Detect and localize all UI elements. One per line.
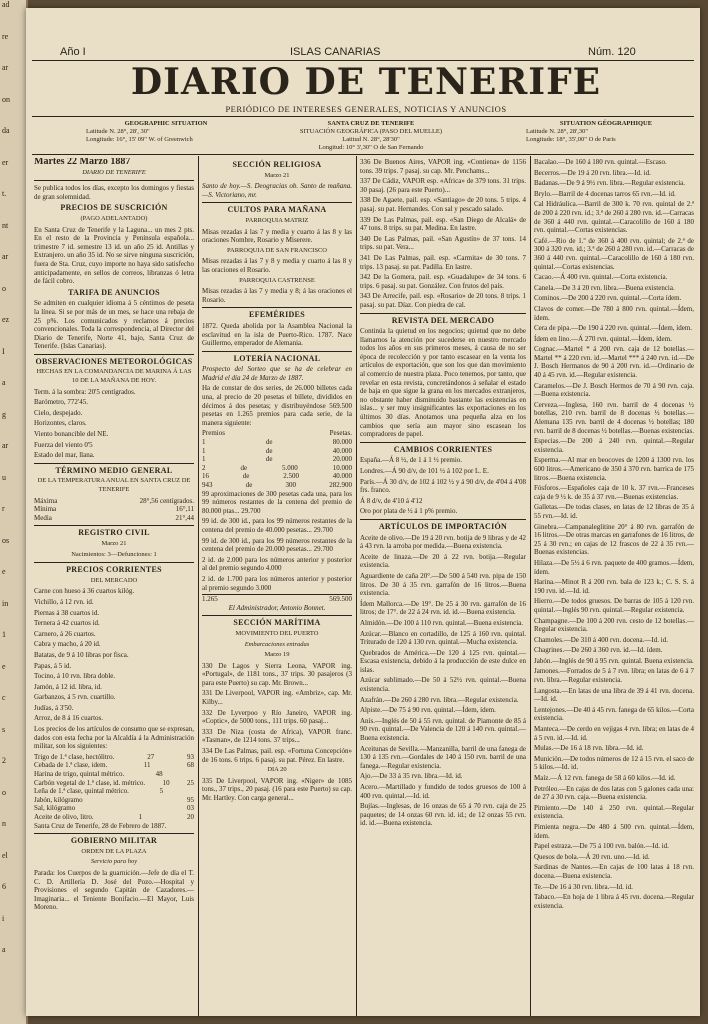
exchange-item: España.—Á 8 ½, de 1 á 1 ½ premio. <box>360 456 463 465</box>
commodity-item: Pimiento.—De 140 á 250 rvn. quintal.—Regular existencia. <box>534 803 694 821</box>
spine-fragment: o <box>2 787 6 797</box>
price-item: Cabra y macho, á 20 id. <box>34 640 101 649</box>
imports-heading: ARTÍCULOS DE IMPORTACIÓN <box>378 521 508 531</box>
consumption-footer: Santa Cruz de Tenerife, 28 de Febrero de 1887. <box>34 821 167 830</box>
consumption-row: Trigo de 1.ª clase, hectólitro. 27 93 <box>34 752 194 761</box>
market-review-text: Continúa la quietud en los negocios; quietud que no debe llamarnos la atención por sucederse en nuestro mercado todos los años en sus primeros meses, á causa de no ser época de recolección y por tanto escasear en la venta los artículos de exportación, que son los que dan movimiento al comercio de nuestra plaza. Poco tenemos, por tanto, que revelar en esta revista, concretándonos á señalar el estado de baja en que sigue la grana en los mercados extranjeros, no obstante haber disminuido bastante las existencias en islas... y ser muy insignificantes las exportaciones en los últimos 30 días. Anotamos una pequeña alza en los cambios que sería aun mayor sino escasean los compradores de papel. <box>360 327 526 439</box>
ship-entry: 342 De la Gomera, pail. esp. «Guadalupe» de 34 tons. 6 trips. 6 pasaj. su pat. González. Con frutos del país. <box>360 273 526 290</box>
lottery-approx: 99 id. de 300 id., para los 99 números restantes de la centena del premio de 40.000 pesetas... 29.700 <box>202 517 352 534</box>
price-item: Vichillo, á 12 rvn. id. <box>34 597 94 606</box>
spine-fragment: c <box>2 693 6 702</box>
column-1 <box>34 158 194 1008</box>
ephemerides-heading: EFEMÉRIDES <box>249 310 305 320</box>
subscription-heading: PRECIOS DE SUSCRICIÓN <box>60 203 168 213</box>
price-item: Batatas, de 9 á 10 libras por fisca. <box>34 650 129 659</box>
lottery-approx: 99 id. de 300 id., para los 99 números restantes de la centena del premio de 20.000 pesetas... 29.700 <box>202 536 352 554</box>
spine-fragment: re <box>2 31 9 41</box>
commodity-item: Cera de pipa.—De 190 á 220 rvn. quintal.—Ídem, ídem. <box>534 324 693 333</box>
commodity-item: Galletas.—De todas clases, en latas de 12 libras de 35 á 55 rvn.—Id. id. <box>534 503 694 520</box>
price-item: Ternera á 42 cuartos id. <box>34 619 100 628</box>
consumption-prices <box>34 753 194 822</box>
market-prices-heading: PRECIOS CORRIENTES <box>66 565 162 575</box>
lottery-approximations <box>202 490 352 593</box>
commodity-item: Petróleo.—En cajas de dos latas con 5 galones cada una: de 27 á 30 rvn. caja.—Buena existencia. <box>534 784 694 802</box>
import-item: Aceitunas de Sevilla.—Manzanilla, barril de una fanega de 130 á 135 rvn.—Gordales de 140 á 150 rvn. barril de una fanega.—Regular existencia. <box>360 744 526 770</box>
commodity-item: Champagne.—De 100 á 200 rvn. cesto de 12 botellas.—Regular existencia. <box>534 616 694 634</box>
ship-entry: 338 De Agaete, pail. esp. «Santiago» de 20 tons. 5 trips. 4 pasaj. su pat. Hernandes. Con sal y pescado salado. <box>360 196 526 213</box>
maritime-sub2: Embarcaciones entradas <box>244 640 310 648</box>
military-sub2: Servicio para hoy <box>90 858 138 866</box>
masthead-top-line <box>60 42 660 60</box>
commodity-item: Becerros.—De 19 á 20 rvn. libra.—Id. id. <box>534 168 651 177</box>
adjacent-page-spine <box>0 0 28 1024</box>
commodity-item: Manteca.—De cerdo en vejigas 4 rvn. libra; en latas de 4 á 5 rvn. id.—Id. id. <box>534 725 694 742</box>
commodity-item: Caramelos.—De J. Bosch Hermos de 70 á 90 rvn. caja.—Buena existencia. <box>534 381 694 399</box>
paper-name: DIARIO DE TENERIFE <box>82 168 146 176</box>
commodity-item: Hilaza.—De 5½ á 6 rvn. paquete de 400 gramos.—Ídem, ídem. <box>534 558 694 576</box>
column-3 <box>360 158 526 1008</box>
commodities-list <box>534 158 694 910</box>
lottery-approx: 2 id. de 2.000 para los números anterior y posterior al del premio segundo 4.000 <box>202 555 352 573</box>
spine-fragment: e <box>2 661 6 671</box>
temperature-sub: DE LA TEMPERATURA ANUAL EN SANTA CRUZ DE TENERIFE <box>37 477 191 493</box>
commodity-item: Quesos de bola.—Á 20 rvn. uno.—Id. id. <box>534 852 650 861</box>
commodity-item: Mulas.—De 16 á 18 rvn. libra.—Id. id. <box>534 744 644 753</box>
consumption-row: Leña de 1.ª clase, quintal métrico. 5 <box>34 787 164 796</box>
geo-center: SANTA CRUZ DE TENERIFE SITUACIÓN GEOGRÁFICA (PASO DEL MUELLE) Latitud N. 28°, 28'30" Longitud: 10° 3',30" O de San Fernando <box>299 120 443 151</box>
parish-2: PARROQUIA DE SAN FRANCISCO <box>227 246 327 254</box>
lottery-total: 1.265 569.500 <box>202 595 352 604</box>
civil-registry-date: Marzo 21 <box>101 539 127 547</box>
parish-3: PARROQUIA CASTRENSE <box>239 276 315 284</box>
commodity-item: Chagrines.—De 260 á 360 rvn. id.—Id. ídem. <box>534 646 663 655</box>
religious-heading: SECCIÓN RELIGIOSA <box>232 160 322 169</box>
price-item: Garbanzos, á 5 rvn. cuartillo. <box>34 693 116 702</box>
spine-fragment: el <box>2 850 8 860</box>
cults-heading: CULTOS PARA MAÑANA <box>227 205 327 215</box>
commodity-item: Jamones.—Forrados de 5 á 7 rvn. libra; en latas de 6 á 7 rvn. libra.—Regular existencia. <box>534 667 694 685</box>
spine-fragment: i <box>2 913 5 923</box>
consumption-row: Sal, kilógramo 03 <box>34 804 194 813</box>
commodity-item: Badanas.—De 9 á 9½ rvn. libra.—Regular existencia. <box>534 179 686 188</box>
parish-2-text: Misas rezadas á las 7 y 8 y media y cuarto á las 8 y las oraciones el Rosario. <box>202 257 352 274</box>
consumption-row: Cebada de 1.ª clase, idem. 11 68 <box>34 761 194 770</box>
spine-fragment: 1 <box>2 630 6 639</box>
exchange-item: Londres.—Á 90 d/v, de 101 ½ á 102 por L. E. <box>360 467 489 475</box>
ship-335: 335 De Liverpool, VAPOR ing. «Niger» de 1085 tons., 37 trips., 20 pasaj. (16 para este Puerto) su cap. Mr. Hartley. Con carga general... <box>202 776 352 802</box>
spine-fragment: ad <box>2 0 10 9</box>
spine-fragment: s <box>2 724 6 734</box>
lottery-text: Ha de constar de dos series, de 26.000 billetes cada una, al precio de 20 pesetas el billete, divididos en décimos á dos pesetas; y distribuyéndose 569.500 pesetas en 1.265 premios para cada serie, de la manera siguiente: <box>202 384 352 427</box>
spine-fragment: nt <box>2 220 9 230</box>
civil-registry-text: Nacimientos: 3—Defunciones: 1 <box>71 550 157 558</box>
spine-fragment: I <box>2 346 5 356</box>
religious-date: Marzo 21 <box>264 171 290 179</box>
ship-entry: 336 De Buenos Aires, VAPOR ing. «Contiena» de 1156 tons. 39 trips. 7 pasaj. su cap. Mr. Penchams... <box>360 158 526 175</box>
price-item: Jamón, á 12 id. libra, id. <box>34 682 102 691</box>
commodity-item: Ídem en lino.—Á 270 rvn. quintal.—Ídem, ídem. <box>534 334 672 343</box>
weather-heading: OBSERVACIONES METEOROLÓGICAS <box>35 356 193 366</box>
military-sub: ORDEN DE LA PLAZA <box>81 847 147 855</box>
lottery-row: 1 de 80.000 <box>202 438 352 447</box>
price-item: Tocino, á 10 rvn. libra doble. <box>34 672 116 681</box>
ship-entry: 343 De Arrecife, pail. esp. «Rosario» de 20 tons. 8 trips. 1 pasaj. su pat. Díaz. Con piedra de cal. <box>360 292 526 309</box>
import-item: Aguardiente de caña 20°.—De 500 á 540 rvn. pipa de 150 litros. De 30 á 35 rvn. garrafón de 16 litros.—Buena existencia. <box>360 571 526 598</box>
column-4 <box>534 158 694 1008</box>
military-text: Parada: los Cuerpos de la guarnición.—Jefe de día el T. C. D. Artillería D. José del Pozo.—Hospital y Provisiones el segundo Capitán de Cazadores.—Imaginaria... el Teniente Bonifacio.—El Mayor, Luis Moreno. <box>34 868 194 912</box>
lottery-row: 1 de 20.000 <box>202 455 352 464</box>
market-prices-list <box>34 587 194 723</box>
lottery-row: 1 de 40.000 <box>202 446 352 455</box>
price-item: Judías, á 3'50. <box>34 703 74 712</box>
ships-list <box>202 662 352 765</box>
military-heading: GOBIERNO MILITAR <box>70 836 158 846</box>
weather-item: Term. á la sombra: 20'5 centígrados. <box>34 387 136 396</box>
temperature-row: Mínima 16°,11 <box>34 505 194 514</box>
newspaper-title: DIARIO DE TENERIFE <box>130 61 602 103</box>
lottery-admin: El Administrador, Antonio Bonnet. <box>228 603 326 612</box>
ship-entry: 331 De Liverpool, VAPOR ing. «Ambriz», cap. Mr. Kilby... <box>202 689 352 707</box>
parish-1: PARROQUIA MATRIZ <box>245 216 309 224</box>
commodity-item: Ginebra.—Campanaleglitine 20° á 80 rvn. garrafón de 16 litros.—De otras marcas en garrafones de 16 litros, de 25 á 30 rvn.; en cajas de 12 frascos de 22 á 35 rvn.—Buenas existencias. <box>534 522 694 557</box>
exchange-item: París.—Á 30 d/v, de 102 á 102 ½ y á 90 d/v, de 4'04 á 4'08 frs. franco. <box>360 477 526 495</box>
parish-3-text: Misas rezadas á las 7 y media y 8; á las oraciones el Rosario. <box>202 287 352 304</box>
import-item: Aceite de olivo.—De 19 á 20 rvn. botija de 9 libras y de 42 á 43 rvn. la arroba por medida.—Buena existencia. <box>360 533 526 551</box>
consumption-row: Jabón, kilógramo 95 <box>34 795 194 804</box>
weather-item: Viento bonancible del NE. <box>34 430 109 439</box>
ad-rates-heading: TARIFA DE ANUNCIOS <box>68 287 160 297</box>
ship-entry: 332 De Lyverpoo y Río Janeiro, VAPOR ing. «Coptic», de 5000 tons., 111 trips. 60 pasaj... <box>202 708 352 726</box>
commodity-item: Langosta.—En latas de una libra de 39 á 41 rvn. docena.—Id. id. <box>534 686 694 704</box>
spine-fragment: os <box>2 535 10 545</box>
price-item: Carnero, á 26 cuartos. <box>34 629 96 638</box>
commodity-item: Tabaco.—En hoja de 1 libra á 45 rvn. docena.—Regular existencia. <box>534 893 694 910</box>
column-2 <box>202 158 352 1008</box>
commodity-item: Bacalao.—De 160 á 180 rvn. quintal.—Escaso. <box>534 158 667 166</box>
import-item: Quebrados de América.—De 120 á 125 rvn. quintal.—Escasa existencia, debido á la producción de este dulce en islas. <box>360 648 526 674</box>
lottery-row: 16 de 2.500 40.000 <box>202 472 352 481</box>
commodity-item: Clavos de comer.—De 780 á 800 rvn. quintal.—Ídem, ídem. <box>534 304 694 322</box>
civil-registry-heading: REGISTRO CIVIL <box>78 528 150 538</box>
ship-entry: 337 De Cádiz, VAPOR esp. «Africa» de 379 tons. 31 trips. 30 pasaj. (26 para este Puerto)... <box>360 177 526 194</box>
price-item: Arroz, de 8 á 16 cuartos. <box>34 714 104 723</box>
market-review-heading: REVISTA DEL MERCADO <box>391 315 495 325</box>
exchange-item: Á 8 d/v, de 4'10 á 4'12 <box>360 496 423 505</box>
price-item: Piernas á 38 cuartos id. <box>34 608 100 617</box>
commodity-item: Cal Hidráulica.—Barril de 300 k. 70 rvn. quintal de 2.ª de 200 á 220 rvn. id.; 3.ª de 260 á 280 rvn. id.—Carracas de 360 á 440 rvn. quintal.—Caracolillo de 160 á 180 rvn. quintal.—Cortas existencias. <box>534 200 694 235</box>
commodity-item: Papel estraza.—De 75 á 100 rvn. balón.—Id. id. <box>534 842 669 851</box>
spine-fragment: on <box>2 94 10 104</box>
ship-entry: 334 De Las Palmas, pail. esp. «Fortuna Concepción» de 16 tons. 6 trips. 6 pasaj. su pat. Pérez. En lastre. <box>202 747 352 764</box>
spine-fragment: a <box>2 378 6 387</box>
weather-list <box>34 388 194 460</box>
market-prices-sub: DEL MERCADO <box>90 576 138 584</box>
lottery-prospect: Prospecto del Sorteo que se ha de celebrar en Madrid el día 24 de Marzo de 1887. <box>202 365 352 382</box>
temperature-row: Máxima 28°,56 centígrados. <box>34 496 194 505</box>
commodity-item: Especias.—De 200 á 240 rvn. quintal.—Regular existencia. <box>534 437 694 454</box>
publication-note: Se publica todos los días, excepto los domingos y fiestas de gran solemnidad. <box>34 184 194 201</box>
import-item: Alpiste.—De 75 á 90 rvn. quintal.—Ídem, ídem. <box>360 706 496 715</box>
temperature-list <box>34 497 194 523</box>
import-item: Azúcar sublimado.—De 50 á 52½ rvn. quintal.—Buena existencia. <box>360 676 526 694</box>
commodity-item: Canela.—De 3 á 20 rvn. libra.—Buena existencia. <box>534 283 675 292</box>
commodity-item: Cognac.—Martel * á 200 rvn. caja de 12 botellas.—Martel ** á 220 rvn. id.—Martel *** á 240 rvn. id.—De J. Bosch Hermanos de 90 á 200 rvn. id.—Ordinario de 40 á 45 rvn. id.—Regular existencia. <box>534 345 694 380</box>
spine-fragment: in <box>2 598 9 608</box>
consumption-row: Aceite de olivo, litro. 1 20 <box>34 813 194 821</box>
ephemerides-text: 1872. Queda abolida por la Asamblea Nacional la esclavitud en la isla de Puerto-Rico. 1787. Nace Guillermo, emperador de Alemania. <box>202 321 352 348</box>
ship-entry: 339 De Las Palmas, pail. esp. «San Diego de Alcalá» de 47 tons. 8 trips. su pat. Medina. En lastre. <box>360 215 526 233</box>
lottery-approx: 2 id. de 1.700 para los números anterior y posterior al premio segundo 3.000 <box>202 574 352 592</box>
commodity-item: Lentejones.—De 40 á 45 rvn. fanega de 65 kilos.—Corta existencia. <box>534 705 694 723</box>
lottery-table <box>202 438 352 490</box>
weather-sub: HECHAS EN LA COMANDANCIA DE MARINA Á LAS 10 DE LA MAÑANA DE HOY. <box>36 368 192 385</box>
spine-fragment: er <box>2 157 9 167</box>
commodity-item: Hierro.—De todos gruesos. De barras de 105 á 120 rvn. quintal.—Inglés 90 rvn. quintal.—Regular existencia. <box>534 597 694 614</box>
spine-fragment: r <box>2 504 5 513</box>
import-item: Ídem Mallorca.—De 19°. De 25 á 30 rvn. garrafón de 16 litros; de 17°. de 22 á 24 rvn. id. id.—Buena existencia. <box>360 599 526 617</box>
commodity-item: Maíz.—Á 12 rvn. fanega de 58 á 60 kilos.—Id. id. <box>534 774 676 782</box>
import-item: Almidón.—De 100 á 110 rvn. quintal.—Buena existencia. <box>360 618 524 627</box>
maritime-sub: MOVIMIENTO DEL PUERTO <box>235 629 319 637</box>
spine-fragment: o <box>2 283 6 293</box>
commodity-item: Te.—De 16 á 30 rvn. libra.—Id. id. <box>534 882 633 891</box>
lottery-row: 943 de 300 282.900 <box>202 481 352 489</box>
day-20: DIA 20 <box>267 766 287 774</box>
price-item: Papas, á 5 id. <box>34 661 72 670</box>
geo-right: SITUATION GÉOGRAPHIQUE Latitude N. 28°, 28',30" Longitude: 18°, 35',00" O de Paris <box>526 120 653 143</box>
lottery-row: 2 de 5.000 10.000 <box>202 463 352 472</box>
weather-item: Cielo, despejado. <box>34 408 83 417</box>
commodity-item: Esperma.—Al mar en beocoves de 1200 á 1300 rvn. los 600 litros.—Americano de 350 á 370 rvn. barrica de 175 litros.—Buena existencia. <box>534 456 694 482</box>
spine-fragment: 6 <box>2 882 6 891</box>
issue-number: Núm. 120 <box>588 46 636 58</box>
commodity-item: Brylo.—Barril de 4 docenas tarros 65 rvn.—Id. id. <box>534 189 676 198</box>
spine-fragment: t. <box>2 189 7 198</box>
ship-entry: 330 De Lagos y Sierra Leona, VAPOR ing. «Portugal», de 1181 tons., 37 trips. 30 pasajeros (3 para este Puerto) su cap. Mr. Brown... <box>202 661 352 687</box>
consumption-row: Harina de trigo, quintal métrico. 48 <box>34 770 163 779</box>
weather-item: Estado del mar, llana. <box>34 451 95 460</box>
temperature-row: Media 21°,44 <box>34 513 194 522</box>
commodity-item: Fósforos.—Españoles caja de 10 k. 37 rvn.—Franceses caja de 9 ½ k. de 35 á 37 rvn.—Buenas existencias. <box>534 484 694 501</box>
commodity-item: Harina.—Minot R á 200 rvn. bala de 123 k.; C. S. S. á 190 rvn. id.—Id. id. <box>534 578 694 595</box>
imports-list <box>360 534 526 828</box>
ad-rates: Se admiten en cualquier idioma á 5 céntimos de peseta la línea. Si se por más de un mes, se hace una rebaja de 25 p%. Los comunicados y reclamos á precios convencionales. Toda la correspondencia, al Director del Diario de Tenerife, Norte 41, bajo, Santa Cruz de Tenerife. (Islas Canarias). <box>34 299 194 351</box>
consumption-row: Carbón vegetal de 1.ª clase, id. métrico. 10 25 <box>34 778 194 787</box>
newspaper-subtitle: PERIÓDICO DE INTERESES GENERALES, NOTICIAS Y ANUNCIOS <box>225 104 507 114</box>
spine-fragment: n <box>2 819 6 828</box>
place: ISLAS CANARIAS <box>290 46 381 58</box>
spine-fragment: ar <box>2 441 9 450</box>
spine-fragment: da <box>2 126 10 135</box>
spine-fragment: ar <box>2 63 9 72</box>
commodity-item: Cerveza.—Inglesa, 160 rvn. barril de 4 docenas ½ botellas, 210 rvn. barril de 8 docenas ½ botellas.—Alemana 135 rvn. barril de 4 docenas ½ botellas; 180 rvn. barril de 8 docenas ½ botellas.—Buenas existencias. <box>534 400 694 435</box>
lottery-heading: LOTERÍA NACIONAL <box>233 353 321 363</box>
spine-fragment: u <box>2 472 6 482</box>
spine-fragment: ar <box>2 252 9 261</box>
issue-date: Martes 22 Marzo 1887 <box>34 158 131 167</box>
price-item: Carne con hueso á 36 cuartos kilóg. <box>34 587 135 596</box>
exchange-item: Oro por plata de ½ á 1 p% premio. <box>360 507 458 516</box>
maritime-date: Marzo 19 <box>264 651 290 659</box>
parish-1-text: Misas rezadas á las 7 y media y cuarto á las 8 y las oraciones Nombre, Rosario y Miserere. <box>202 227 352 245</box>
import-item: Anís.—Inglés de 50 á 55 rvn. quintal. de Piamonte de 85 á 90 rvn. quintal.—De Valencia de 120 á 140 rvn. quintal.—Buena existencia. <box>360 716 526 743</box>
import-item: Azúcar.—Blanco en cortadillo, de 125 á 160 rvn. quintal. Triturado de 120 á 130 rvn. quintal.—Mucha existencia. <box>360 629 526 647</box>
lottery-approx: 99 aproximaciones de 300 pesetas cada una, para los 99 números restantes de la centena del premio de 80.000 ptas... 29.700 <box>202 489 352 515</box>
newspaper-page <box>26 8 700 1016</box>
import-item: Aceite de linaza.—De 20 á 22 rvn. botija.—Regular existencia. <box>360 552 526 570</box>
spine-fragment: e <box>2 567 6 576</box>
weather-item: Barómetro, 772'45. <box>34 398 88 407</box>
import-item: Bujías.—Inglesas, de 16 onzas de 65 á 70 rvn. caja de 25 paquetes; de 14 onzas 60 rvn. id. id.; de 12 onzas 55 rvn. id. id.—Buena existencia. <box>360 802 526 828</box>
spine-fragment: ez <box>2 315 10 324</box>
year: Año I <box>60 46 86 58</box>
commodity-item: Sardinas de Nantes.—En cajas de 100 latas á 18 rvn. docena.—Buena existencia. <box>534 863 694 880</box>
consumption-intro: Los precios de los artículos de consumo que se expresan, dados con esta fecha por la Alcaldía á la Administración militar, son los siguientes: <box>34 725 194 751</box>
maritime-heading: SECCIÓN MARÍTIMA <box>233 618 321 628</box>
import-item: Acero.—Martillado y fundido de todos gruesos de 100 á 400 rvn. quintal.—Id. id. <box>360 783 526 800</box>
weather-item: Horizontes, claros. <box>34 419 87 428</box>
commodity-item: Jabón.—Inglés de 90 á 95 rvn. quintal. Buena existencia. <box>534 656 694 665</box>
spine-fragment: 2 <box>2 756 6 765</box>
weather-item: Fuerza del viento 0'5 <box>34 440 93 449</box>
ship-entry: 333 De Niza (costa de Africa), VAPOR franc. «Tasman», de 1214 tons. 37 trips... <box>202 727 352 745</box>
commodity-item: Cacao.—Á 400 rvn. quintal.—Corta existencia. <box>534 273 668 282</box>
import-item: Ajo.—De 33 á 35 rvn. libra.—Id. id. <box>360 772 463 781</box>
commodity-item: Cominos.—De 200 á 220 rvn. quintal.—Corta ídem. <box>534 294 682 303</box>
ship-entry: 341 De Las Palmas, pail. esp. «Carmita» de 30 tons. 7 trips. 13 pasaj. su pat. Padilla. En lastre. <box>360 253 526 271</box>
lottery-columns: Premios Pesetas. <box>202 429 352 438</box>
religious-text: Santo de hoy.—S. Deogracias ob. Santo de mañana.—S. Victoriano, mr. <box>202 182 352 199</box>
import-item: Azafrán.—De 260 á 280 rvn. libra.—Regular existencia. <box>360 695 519 704</box>
spine-fragment: a <box>2 945 6 954</box>
exchange-list <box>360 456 526 516</box>
commodity-item: Chamoles.—De 310 á 400 rvn. docena.—Id. id. <box>534 635 668 644</box>
commodity-item: Café.—Rio de 1.º de 360 á 400 rvn. quintal; de 2.ª de 300 á 320 rvn. id.; 3.ª de 260 á 280 rvn. id.—Carracas de 360 á 440 rvn. quintal.—Caracolillo de 160 á 180 rvn. quintal.—Cortas existencias. <box>534 236 694 271</box>
subscription-sub: (PAGO ADELANTADO) <box>80 214 148 222</box>
ships-list-2 <box>360 158 526 310</box>
commodity-item: Pimienta negra.—De 480 á 500 rvn. quintal.—Ídem, ídem. <box>534 822 694 840</box>
subscription-prices: En Santa Cruz de Tenerife y la Laguna... un mes 2 pts. En el resto de la Provincia y Península española... trimestre 7 id. semestre 13 id. un año 25 id. Antillas y Extranjero. un año 35 id. No se sirve ninguna suscrición, fuera de Sta. Cruz, cuyo importe no haya sido satisfecho anticipadamente, en sellos de correos, libranzas ó letra de fácil cobro. <box>34 225 194 286</box>
spine-fragment: g <box>2 409 6 419</box>
ship-entry: 340 De Las Palmas, pail. «San Agustín» de 37 tons. 14 trips. su pat. Vera... <box>360 234 526 252</box>
temperature-heading: TÉRMINO MEDIO GENERAL <box>55 465 173 475</box>
commodity-item: Munición.—De todos números de 12 á 15 rvn. el saco de 5 kilos.—Id. id. <box>534 754 694 772</box>
geo-left: GEOGRAPHIC SITUATION Latitude N. 28°, 28', 30" Longitude: 16°, 15' 09" W. of Greenwich <box>86 120 208 143</box>
exchange-heading: CAMBIOS CORRIENTES <box>393 444 493 454</box>
